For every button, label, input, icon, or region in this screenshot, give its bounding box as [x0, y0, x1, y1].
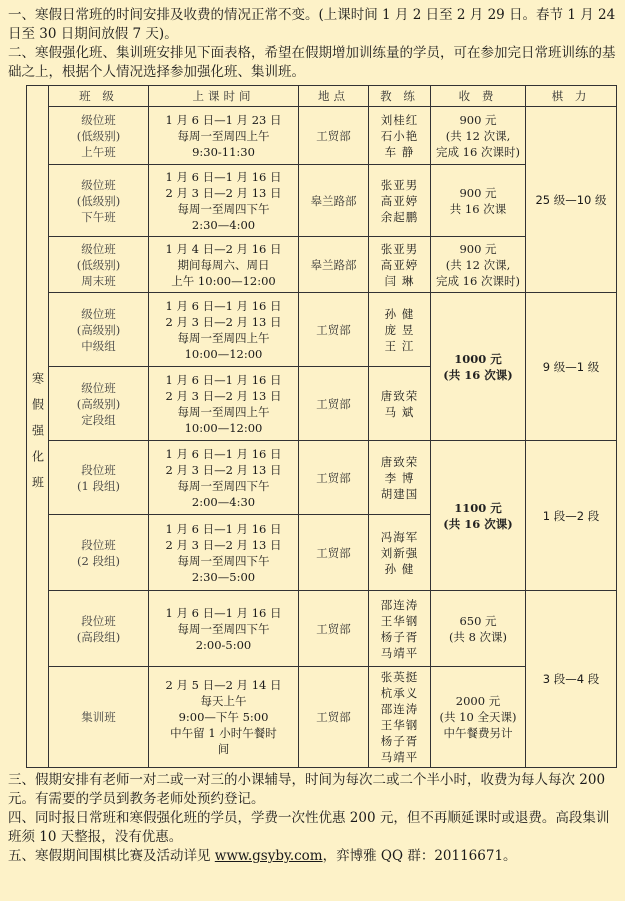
class-cell-line: (高级别): [76, 396, 121, 411]
time-cell-line: 中午留 1 小时午餐时: [170, 726, 277, 740]
coach-cell-line: 王华钢: [380, 718, 419, 732]
fee-cell-line: 完成 16 次课时): [436, 144, 520, 159]
paragraph-1: 一、寒假日常班的时间安排及收费的情况正常不变。(上课时间 1 月 2 日至 2 月 29 日。春节 1 月 24 日至 30 日期间放假 7 天)。: [8, 7, 616, 42]
coach-cell-line: 马靖平: [380, 750, 419, 764]
time-cell-line: 每周一至周四下午: [177, 201, 270, 216]
class-cell-line: (低级别): [76, 128, 121, 143]
fee-cell-line: (共 12 次课,: [445, 257, 511, 272]
class-cell-line: 级位班: [81, 306, 116, 321]
coach-cell: [369, 165, 431, 237]
time-cell: [149, 515, 299, 591]
coach-cell: [369, 591, 431, 667]
time-cell-line: 2:00—4:30: [191, 494, 256, 509]
time-cell-line: 期间每周六、周日: [177, 257, 270, 272]
fee-cell-line: 完成 16 次课时): [436, 273, 520, 288]
coach-cell-line: 石小艳: [380, 128, 419, 143]
paragraph-4: 四、同时报日常班和寒假强化班的学员，学费一次性优惠 200 元，但不再顺延课时或退费。高段集训班须 10 天整报，没有优惠。: [8, 810, 610, 845]
paragraph-5: [8, 847, 617, 866]
time-cell-line: 10:00—12:00: [184, 346, 263, 361]
coach-cell-line: 车 静: [384, 144, 415, 159]
location-cell-line: 工贸部: [316, 621, 351, 636]
website-link[interactable]: www.gsyby.com: [214, 848, 323, 864]
coach-cell-line: 李 博: [384, 470, 415, 485]
class-cell: [49, 237, 149, 293]
class-cell-line: 下午班: [81, 209, 116, 224]
location-cell-line: 工贸部: [316, 396, 351, 411]
coach-cell-line: 唐致荣: [380, 388, 419, 403]
coach-cell-line: 王华钢: [380, 613, 419, 628]
class-cell: [49, 107, 149, 165]
fee-cell: [431, 293, 526, 441]
paragraph-2: 二、寒假强化班、集训班安排见下面表格，希望在假期增加训练量的学员，可在参加完日常班训练的基础之上，根据个人情况选择参加强化班、集训班。: [8, 45, 616, 80]
class-cell-line: 级位班: [81, 380, 116, 395]
class-cell: [49, 515, 149, 591]
coach-cell-line: 张亚男: [380, 177, 419, 192]
fee-cell-line: 900 元: [459, 241, 497, 256]
location-cell: [299, 515, 369, 591]
fee-cell: [431, 237, 526, 293]
coach-cell-line: 刘桂红: [380, 112, 419, 127]
time-cell-line: 9:00—下午 5:00: [178, 710, 269, 724]
coach-cell-line: 刘新强: [380, 545, 419, 560]
class-cell-line: (2 段组): [77, 553, 120, 568]
class-cell-line: 级位班: [81, 112, 116, 127]
header-level: 棋 力: [526, 86, 617, 107]
coach-cell-line: 余起鹏: [380, 209, 419, 224]
time-cell-line: 9:30-11:30: [192, 144, 255, 159]
class-cell-line: 集训班: [81, 710, 116, 724]
class-cell: [49, 441, 149, 515]
schedule-table: [26, 85, 617, 768]
table-row: [27, 293, 617, 367]
location-cell: [299, 667, 369, 768]
location-cell: [299, 367, 369, 441]
class-cell-line: 段位班: [81, 613, 116, 628]
coach-cell: [369, 367, 431, 441]
coach-cell: [369, 667, 431, 768]
class-cell-line: (低级别): [76, 257, 121, 272]
class-cell: [49, 165, 149, 237]
time-cell-line: 2 月 5 日—2 月 14 日: [165, 678, 282, 692]
class-cell-line: 周末班: [81, 273, 116, 288]
coach-cell-line: 杨子胥: [380, 629, 419, 644]
time-cell-line: 1 月 6 日—1 月 16 日: [165, 372, 282, 387]
class-cell-line: (高段组): [76, 629, 121, 644]
coach-cell-line: 闫 琳: [384, 273, 415, 288]
coach-cell-line: 王 江: [384, 338, 415, 353]
time-cell: [149, 237, 299, 293]
coach-cell: [369, 441, 431, 515]
fee-cell: [431, 441, 526, 591]
header-time: 上课时间: [149, 86, 299, 107]
time-cell-line: 2 月 3 日—2 月 13 日: [165, 537, 282, 552]
coach-cell-line: 孙 健: [384, 306, 415, 321]
location-cell: [299, 591, 369, 667]
class-cell: [49, 293, 149, 367]
time-cell: [149, 165, 299, 237]
table-header-row: [27, 86, 617, 107]
location-cell: [299, 441, 369, 515]
level-cell-line: 3 段—4 段: [542, 672, 600, 686]
level-cell: [526, 441, 617, 591]
coach-cell-line: 张亚男: [380, 241, 419, 256]
class-cell-line: (高级别): [76, 322, 121, 337]
coach-cell-line: 庞 昱: [384, 322, 415, 337]
coach-cell: [369, 107, 431, 165]
header-fee: 收 费: [431, 86, 526, 107]
level-cell-line: 25 级—10 级: [535, 192, 607, 207]
coach-cell-line: 孙 健: [384, 561, 415, 576]
time-cell-line: 1 月 6 日—1 月 16 日: [165, 298, 282, 313]
time-cell: [149, 107, 299, 165]
time-cell-line: 间: [217, 742, 230, 756]
coach-cell: [369, 237, 431, 293]
fee-cell: [431, 591, 526, 667]
time-cell: [149, 591, 299, 667]
coach-cell-line: 杭承义: [380, 686, 419, 700]
fee-cell-line: (共 16 次课): [443, 516, 513, 531]
time-cell: [149, 441, 299, 515]
time-cell-line: 2 月 3 日—2 月 13 日: [165, 388, 282, 403]
class-cell-line: 级位班: [81, 241, 116, 256]
coach-cell-line: 高亚婷: [380, 193, 419, 208]
class-cell: [49, 367, 149, 441]
coach-cell-line: 张英挺: [380, 670, 419, 684]
table-row: [27, 441, 617, 515]
coach-cell-line: 杨子胥: [380, 734, 419, 748]
class-cell-line: 上午班: [81, 144, 116, 159]
fee-cell-line: 中午餐费另计: [443, 726, 513, 740]
header-location: 地点: [299, 86, 369, 107]
fee-cell-line: 900 元: [459, 185, 497, 200]
coach-cell: [369, 293, 431, 367]
time-cell-line: 1 月 6 日—1 月 23 日: [165, 112, 282, 127]
time-cell-line: 2:30—5:00: [191, 569, 256, 584]
time-cell: [149, 293, 299, 367]
footer-prefix: 五、寒假期间围棋比赛及活动详见: [8, 848, 215, 864]
fee-cell-line: 900 元: [459, 112, 497, 127]
class-cell: [49, 667, 149, 768]
coach-cell-line: 马 斌: [384, 404, 415, 419]
coach-cell-line: 高亚婷: [380, 257, 419, 272]
coach-cell: [369, 515, 431, 591]
location-cell-line: 工贸部: [316, 545, 351, 560]
time-cell-line: 2 月 3 日—2 月 13 日: [165, 185, 282, 200]
coach-cell-line: 邵连涛: [380, 702, 419, 716]
footer-suffix: ，弈博雅 QQ 群：20116671。: [322, 848, 517, 864]
location-cell: [299, 237, 369, 293]
level-cell: [526, 591, 617, 768]
time-cell-line: 2 月 3 日—2 月 13 日: [165, 314, 282, 329]
location-cell-line: 工贸部: [316, 128, 351, 143]
fee-cell: [431, 667, 526, 768]
table-row: [27, 591, 617, 667]
fee-cell-line: (共 16 次课): [443, 367, 513, 382]
time-cell-line: 1 月 4 日—2 月 16 日: [165, 241, 282, 256]
fee-cell-line: 2000 元: [455, 694, 501, 708]
time-cell-line: 1 月 6 日—1 月 16 日: [165, 446, 282, 461]
time-cell-line: 2:30—4:00: [191, 217, 256, 232]
location-cell: [299, 165, 369, 237]
level-cell-line: 1 段—2 段: [542, 508, 600, 523]
time-cell: [149, 667, 299, 768]
level-cell-line: 9 级—1 级: [542, 359, 600, 374]
time-cell-line: 10:00—12:00: [184, 420, 263, 435]
coach-cell-line: 马靖平: [380, 645, 419, 660]
fee-cell-line: 1100 元: [454, 500, 502, 515]
side-label: 寒假强化班: [27, 107, 49, 768]
class-cell-line: 级位班: [81, 177, 116, 192]
table-row: [27, 107, 617, 165]
header-coach: 教 练: [369, 86, 431, 107]
time-cell-line: 上午 10:00—12:00: [171, 273, 276, 288]
location-cell: [299, 107, 369, 165]
class-cell: [49, 591, 149, 667]
fee-cell-line: (共 12 次课,: [445, 128, 511, 143]
coach-cell-line: 唐致荣: [380, 454, 419, 469]
time-cell-line: 2:00-5:00: [195, 637, 252, 652]
fee-cell-line: 共 16 次课: [449, 201, 507, 216]
location-cell-line: 工贸部: [316, 710, 351, 724]
class-cell-line: (低级别): [76, 193, 121, 208]
location-cell: [299, 293, 369, 367]
coach-cell-line: 邵连涛: [380, 597, 419, 612]
fee-cell-line: (共 8 次课): [448, 629, 508, 644]
time-cell-line: 1 月 6 日—1 月 16 日: [165, 521, 282, 536]
fee-cell-line: (共 10 全天课): [439, 710, 517, 724]
fee-cell-line: 650 元: [459, 613, 497, 628]
coach-cell-line: 胡建国: [380, 486, 419, 501]
location-cell-line: 皋兰路部: [310, 193, 357, 208]
time-cell-line: 每周一至周四下午: [177, 553, 270, 568]
fee-cell: [431, 165, 526, 237]
location-cell-line: 工贸部: [316, 322, 351, 337]
time-cell-line: 1 月 6 日—1 月 16 日: [165, 169, 282, 184]
class-cell-line: 段位班: [81, 462, 116, 477]
class-cell-line: 段位班: [81, 537, 116, 552]
level-cell: [526, 107, 617, 293]
header-class: 班 级: [49, 86, 149, 107]
class-cell-line: (1 段组): [77, 478, 120, 493]
time-cell-line: 每周一至周四下午: [177, 621, 270, 636]
time-cell-line: 每周一至周四下午: [177, 478, 270, 493]
level-cell: [526, 293, 617, 441]
time-cell-line: 1 月 6 日—1 月 16 日: [165, 605, 282, 620]
time-cell-line: 每天上午: [200, 694, 247, 708]
fee-cell: [431, 107, 526, 165]
coach-cell-line: 冯海军: [380, 529, 419, 544]
time-cell-line: 每周一至周四上午: [177, 404, 270, 419]
location-cell-line: 皋兰路部: [310, 257, 357, 272]
time-cell-line: 每周一至周四上午: [177, 128, 270, 143]
time-cell: [149, 367, 299, 441]
class-cell-line: 定段组: [81, 412, 116, 427]
time-cell-line: 2 月 3 日—2 月 13 日: [165, 462, 282, 477]
fee-cell-line: 1000 元: [454, 351, 502, 366]
paragraph-3: 三、假期安排有老师一对二或一对三的小课辅导，时间为每次二或二个半小时，收费为每人每次 200 元。有需要的学员到教务老师处预约登记。: [8, 772, 606, 807]
location-cell-line: 工贸部: [316, 470, 351, 485]
time-cell-line: 每周一至周四上午: [177, 330, 270, 345]
class-cell-line: 中级组: [81, 338, 116, 353]
